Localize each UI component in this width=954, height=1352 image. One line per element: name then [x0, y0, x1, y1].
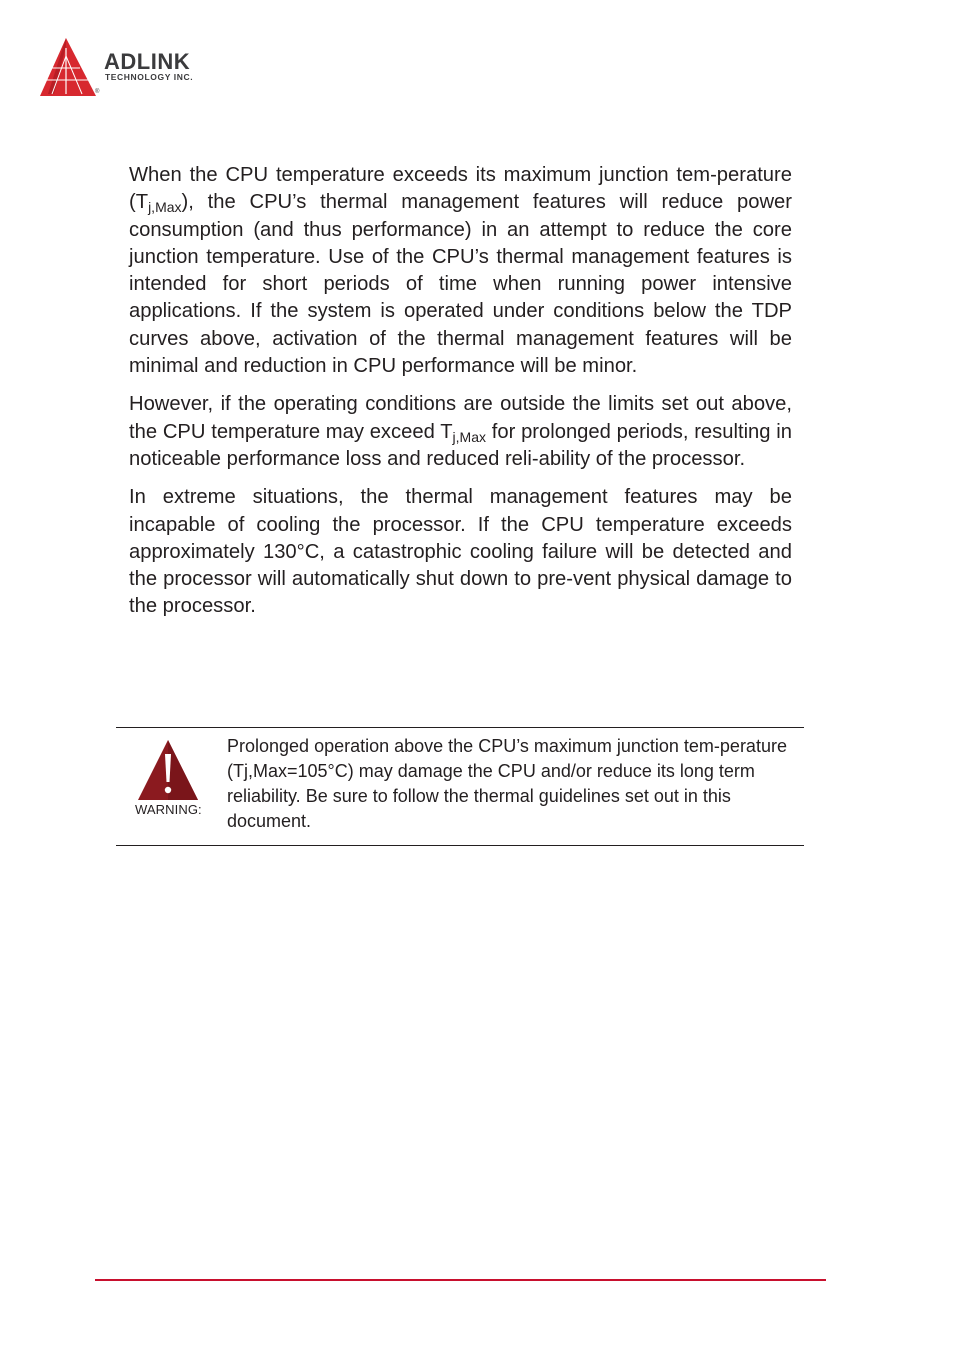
body-text	[129, 162, 792, 632]
logo-registered-mark: ®	[95, 89, 100, 95]
adlink-logo	[38, 36, 238, 100]
adlink-triangle-icon	[38, 36, 102, 98]
paragraph-3: In extreme situations, the thermal management features may be incapable of cooling the processor. If the CPU temperature exceeds approximately 130°C, a catastrophic cooling failure will be detected and the processor will automatically shut down to pre-vent physical damage to the processor.	[129, 486, 792, 618]
paragraph-1	[129, 162, 792, 380]
warning-label: WARNING:	[135, 802, 202, 817]
paragraph-2-text-a: However, if the operating conditions are outside the limits set out above, the CPU temperature may exceed T	[129, 393, 792, 443]
paragraph-2-text-b: for prolonged periods, resulting in noticeable performance loss and reduced reli-ability of the processor.	[129, 420, 792, 470]
warning-text: Prolonged operation above the CPU’s maximum junction tem-perature (Tj,Max=105°C) may damage the CPU and/or reduce its long term reliability. Be sure to follow the thermal guidelines set out in this document.	[227, 736, 787, 831]
paragraph-2-subscript: j,Max	[452, 428, 486, 445]
paragraph-1-text-b: ), the CPU’s thermal management features will reduce power consumption (and thus performance) in an attempt to reduce the core junction temperature. Use of the CPU’s thermal management features is intended for short periods of time when running power intensive applications. If the system is operated under conditions below the TDP curves above, activation of the thermal management features will be minimal and reduction in CPU performance will be minor.	[129, 191, 792, 378]
paragraph-1-subscript: j,Max	[148, 199, 182, 216]
logo-subtitle: TECHNOLOGY INC.	[105, 72, 194, 82]
warning-box	[116, 727, 804, 846]
paragraph-1-text-a: When the CPU temperature exceeds its maximum junction tem-perature (T	[129, 164, 792, 214]
logo-name: ADLINK	[104, 49, 191, 74]
paragraph-2	[129, 391, 792, 473]
footer-rule	[95, 1279, 826, 1281]
